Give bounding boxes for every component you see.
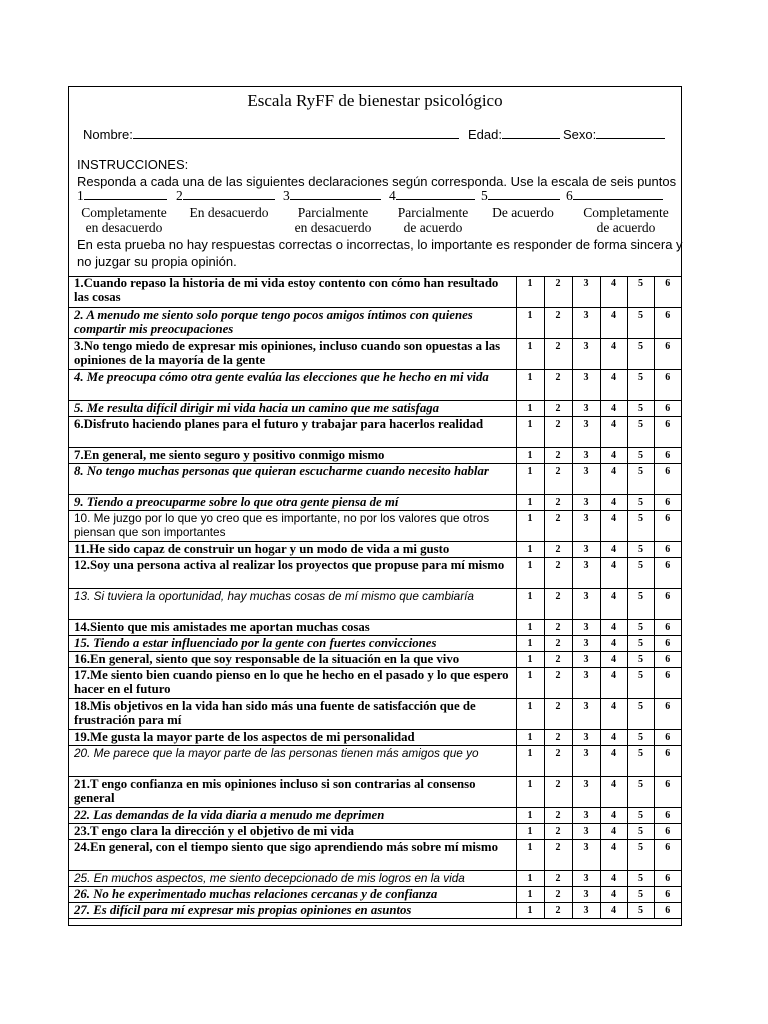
response-option-6[interactable]: 6 <box>654 463 681 494</box>
item-statement: 10. Me juzgo por lo que yo creo que es importante, no por los valores que otros piensan que son importantes <box>69 510 516 541</box>
response-option-4[interactable]: 4 <box>600 338 627 369</box>
scale-num-4: 4 <box>389 188 475 204</box>
response-option-6[interactable]: 6 <box>654 447 681 463</box>
instructions-note-line2: no juzgar su propia opinión. <box>77 254 237 269</box>
response-option-2[interactable]: 2 <box>544 369 572 400</box>
response-option-3[interactable]: 3 <box>572 416 600 447</box>
table-row <box>69 541 681 557</box>
response-option-6[interactable]: 6 <box>654 400 681 416</box>
response-option-4[interactable]: 4 <box>600 823 627 839</box>
response-option-6[interactable]: 6 <box>654 510 681 541</box>
age-label: Edad: <box>468 127 502 142</box>
response-option-4[interactable]: 4 <box>600 776 627 807</box>
table-row <box>69 400 681 416</box>
item-statement: 15. Tiendo a estar influenciado por la gente con fuertes convicciones <box>69 635 516 651</box>
response-option-6[interactable]: 6 <box>654 651 681 667</box>
response-option-4[interactable]: 4 <box>600 276 627 307</box>
response-option-2[interactable]: 2 <box>544 807 572 823</box>
scale-label-1: Completamente en desacuerdo <box>81 205 167 235</box>
response-option-1[interactable]: 1 <box>516 823 544 839</box>
response-option-4[interactable]: 4 <box>600 541 627 557</box>
response-option-3[interactable]: 3 <box>572 729 600 745</box>
response-option-4[interactable]: 4 <box>600 557 627 588</box>
response-option-2[interactable]: 2 <box>544 635 572 651</box>
response-option-3[interactable]: 3 <box>572 807 600 823</box>
table-row <box>69 588 681 619</box>
response-option-3[interactable]: 3 <box>572 886 600 902</box>
response-option-2[interactable]: 2 <box>544 307 572 338</box>
response-option-6[interactable]: 6 <box>654 807 681 823</box>
response-option-6[interactable]: 6 <box>654 839 681 870</box>
item-statement: 4. Me preocupa cómo otra gente evalúa las elecciones que he hecho en mi vida <box>69 369 516 400</box>
response-option-1[interactable]: 1 <box>516 807 544 823</box>
response-option-5[interactable]: 5 <box>627 494 654 510</box>
response-option-2[interactable]: 2 <box>544 416 572 447</box>
response-option-5[interactable]: 5 <box>627 463 654 494</box>
age-field[interactable] <box>468 127 560 142</box>
table-row <box>69 416 681 447</box>
response-option-3[interactable]: 3 <box>572 698 600 729</box>
response-option-3[interactable]: 3 <box>572 463 600 494</box>
response-option-2[interactable]: 2 <box>544 463 572 494</box>
scale-label-2: En desacuerdo <box>189 205 269 220</box>
response-option-1[interactable]: 1 <box>516 776 544 807</box>
item-statement: 16.En general, siento que soy responsable de la situación en la que vivo <box>69 651 516 667</box>
response-option-1[interactable]: 1 <box>516 651 544 667</box>
item-statement: 26. No he experimentado muchas relaciones cercanas y de confianza <box>69 886 516 902</box>
response-option-4[interactable]: 4 <box>600 307 627 338</box>
response-option-1[interactable]: 1 <box>516 870 544 886</box>
sex-field[interactable] <box>563 127 665 142</box>
response-option-2[interactable]: 2 <box>544 729 572 745</box>
response-option-1[interactable]: 1 <box>516 447 544 463</box>
response-option-5[interactable]: 5 <box>627 307 654 338</box>
response-option-1[interactable]: 1 <box>516 338 544 369</box>
response-option-5[interactable]: 5 <box>627 776 654 807</box>
response-option-1[interactable]: 1 <box>516 839 544 870</box>
table-row <box>69 494 681 510</box>
response-option-2[interactable]: 2 <box>544 870 572 886</box>
response-option-6[interactable]: 6 <box>654 494 681 510</box>
response-option-2[interactable]: 2 <box>544 338 572 369</box>
response-option-3[interactable]: 3 <box>572 338 600 369</box>
response-option-1[interactable]: 1 <box>516 667 544 698</box>
response-option-2[interactable]: 2 <box>544 541 572 557</box>
name-input-line[interactable] <box>133 127 459 139</box>
form-title: Escala RyFF de bienestar psicológico <box>247 91 503 110</box>
response-option-2[interactable]: 2 <box>544 886 572 902</box>
response-option-6[interactable]: 6 <box>654 338 681 369</box>
response-option-4[interactable]: 4 <box>600 510 627 541</box>
response-option-1[interactable]: 1 <box>516 494 544 510</box>
response-option-1[interactable]: 1 <box>516 276 544 307</box>
table-row <box>69 823 681 839</box>
item-statement: 2. A menudo me siento solo porque tengo pocos amigos íntimos con quienes compartir mis preocupaciones <box>69 307 516 338</box>
response-option-1[interactable]: 1 <box>516 400 544 416</box>
item-statement: 18.Mis objetivos en la vida han sido más una fuente de satisfacción que de frustración para mí <box>69 698 516 729</box>
response-option-5[interactable]: 5 <box>627 447 654 463</box>
response-option-6[interactable]: 6 <box>654 698 681 729</box>
item-statement: 14.Siento que mis amistades me aportan muchas cosas <box>69 619 516 635</box>
response-option-4[interactable]: 4 <box>600 698 627 729</box>
items-table <box>69 276 681 919</box>
response-option-5[interactable]: 5 <box>627 338 654 369</box>
item-statement: 21.T engo confianza en mis opiniones incluso si son contrarias al consenso general <box>69 776 516 807</box>
table-row <box>69 807 681 823</box>
table-row <box>69 839 681 870</box>
item-statement: 20. Me parece que la mayor parte de las personas tienen más amigos que yo <box>69 745 516 776</box>
response-option-5[interactable]: 5 <box>627 619 654 635</box>
response-option-4[interactable]: 4 <box>600 651 627 667</box>
response-option-4[interactable]: 4 <box>600 667 627 698</box>
response-option-4[interactable]: 4 <box>600 447 627 463</box>
sex-label: Sexo: <box>563 127 597 142</box>
response-option-2[interactable]: 2 <box>544 902 572 918</box>
table-row <box>69 463 681 494</box>
response-option-5[interactable]: 5 <box>627 745 654 776</box>
response-option-5[interactable]: 5 <box>627 729 654 745</box>
response-option-3[interactable]: 3 <box>572 902 600 918</box>
age-input-line[interactable] <box>502 127 560 139</box>
response-option-5[interactable]: 5 <box>627 588 654 619</box>
response-option-1[interactable]: 1 <box>516 635 544 651</box>
response-option-5[interactable]: 5 <box>627 276 654 307</box>
table-row <box>69 635 681 651</box>
response-option-2[interactable]: 2 <box>544 776 572 807</box>
response-option-2[interactable]: 2 <box>544 447 572 463</box>
table-row <box>69 619 681 635</box>
item-statement: 17.Me siento bien cuando pienso en lo que he hecho en el pasado y lo que espero hacer en el futuro <box>69 667 516 698</box>
item-statement: 1.Cuando repaso la historia de mi vida estoy contento con cómo han resultado las cosas <box>69 276 516 307</box>
response-option-3[interactable]: 3 <box>572 635 600 651</box>
response-option-3[interactable]: 3 <box>572 667 600 698</box>
response-option-6[interactable]: 6 <box>654 729 681 745</box>
table-row <box>69 510 681 541</box>
response-option-4[interactable]: 4 <box>600 839 627 870</box>
response-option-4[interactable]: 4 <box>600 729 627 745</box>
response-option-3[interactable]: 3 <box>572 494 600 510</box>
instructions-text: Responda a cada una de las siguientes declaraciones según corresponda. Use la escala de seis puntos <box>77 174 677 189</box>
item-statement: 25. En muchos aspectos, me siento decepcionado de mis logros en la vida <box>69 870 516 886</box>
response-option-5[interactable]: 5 <box>627 369 654 400</box>
response-option-1[interactable]: 1 <box>516 729 544 745</box>
item-statement: 8. No tengo muchas personas que quieran escucharme cuando necesito hablar <box>69 463 516 494</box>
response-option-2[interactable]: 2 <box>544 619 572 635</box>
response-option-6[interactable]: 6 <box>654 416 681 447</box>
scale-num-2: 2 <box>176 188 275 204</box>
response-option-6[interactable]: 6 <box>654 776 681 807</box>
response-option-4[interactable]: 4 <box>600 588 627 619</box>
response-option-3[interactable]: 3 <box>572 823 600 839</box>
item-statement: 19.Me gusta la mayor parte de los aspectos de mi personalidad <box>69 729 516 745</box>
instructions-heading: INSTRUCCIONES: <box>77 157 189 172</box>
scale-label-4: Parcialmente de acuerdo <box>397 205 469 235</box>
item-statement: 22. Las demandas de la vida diaria a menudo me deprimen <box>69 807 516 823</box>
response-option-2[interactable]: 2 <box>544 698 572 729</box>
response-option-6[interactable]: 6 <box>654 823 681 839</box>
response-option-5[interactable]: 5 <box>627 635 654 651</box>
response-option-3[interactable]: 3 <box>572 510 600 541</box>
response-option-5[interactable]: 5 <box>627 557 654 588</box>
response-option-5[interactable]: 5 <box>627 902 654 918</box>
response-option-6[interactable]: 6 <box>654 619 681 635</box>
response-option-2[interactable]: 2 <box>544 276 572 307</box>
response-option-6[interactable]: 6 <box>654 667 681 698</box>
response-option-1[interactable]: 1 <box>516 510 544 541</box>
response-option-1[interactable]: 1 <box>516 902 544 918</box>
response-option-6[interactable]: 6 <box>654 745 681 776</box>
response-option-6[interactable]: 6 <box>654 870 681 886</box>
response-option-3[interactable]: 3 <box>572 307 600 338</box>
response-option-4[interactable]: 4 <box>600 886 627 902</box>
response-option-3[interactable]: 3 <box>572 776 600 807</box>
response-option-1[interactable]: 1 <box>516 307 544 338</box>
item-statement: 3.No tengo miedo de expresar mis opiniones, incluso cuando son opuestas a las opiniones de la mayoría de la gente <box>69 338 516 369</box>
response-option-6[interactable]: 6 <box>654 307 681 338</box>
table-row <box>69 447 681 463</box>
response-option-4[interactable]: 4 <box>600 416 627 447</box>
scale-label-3: Parcialmente en desacuerdo <box>294 205 372 235</box>
item-statement: 7.En general, me siento seguro y positivo conmigo mismo <box>69 447 516 463</box>
response-option-3[interactable]: 3 <box>572 745 600 776</box>
table-row <box>69 338 681 369</box>
response-option-3[interactable]: 3 <box>572 651 600 667</box>
table-row <box>69 307 681 338</box>
response-option-5[interactable]: 5 <box>627 667 654 698</box>
response-option-2[interactable]: 2 <box>544 510 572 541</box>
item-statement: 24.En general, con el tiempo siento que sigo aprendiendo más sobre mí mismo <box>69 839 516 870</box>
questionnaire-sheet <box>68 86 682 926</box>
response-option-4[interactable]: 4 <box>600 494 627 510</box>
name-label: Nombre: <box>83 127 133 142</box>
table-row <box>69 729 681 745</box>
name-field[interactable] <box>83 127 459 142</box>
response-option-4[interactable]: 4 <box>600 400 627 416</box>
scale-num-6: 6 <box>566 188 663 204</box>
response-option-5[interactable]: 5 <box>627 416 654 447</box>
table-row <box>69 369 681 400</box>
table-row <box>69 276 681 307</box>
scale-label-6: Completamente de acuerdo <box>583 205 669 235</box>
response-option-6[interactable]: 6 <box>654 902 681 918</box>
table-row <box>69 870 681 886</box>
response-option-3[interactable]: 3 <box>572 588 600 619</box>
response-option-1[interactable]: 1 <box>516 557 544 588</box>
response-option-2[interactable]: 2 <box>544 400 572 416</box>
response-option-5[interactable]: 5 <box>627 400 654 416</box>
response-option-4[interactable]: 4 <box>600 463 627 494</box>
response-option-1[interactable]: 1 <box>516 698 544 729</box>
response-option-1[interactable]: 1 <box>516 416 544 447</box>
response-option-2[interactable]: 2 <box>544 588 572 619</box>
response-option-6[interactable]: 6 <box>654 635 681 651</box>
scale-num-1: 1 <box>77 188 167 204</box>
response-option-5[interactable]: 5 <box>627 807 654 823</box>
response-option-1[interactable]: 1 <box>516 541 544 557</box>
scale-num-5: 5 <box>481 188 560 204</box>
instructions-note-line1: En esta prueba no hay respuestas correctas o incorrectas, lo importante es responder de forma sincera y <box>77 237 683 252</box>
response-option-4[interactable]: 4 <box>600 807 627 823</box>
item-statement: 13. Si tuviera la oportunidad, hay muchas cosas de mí mismo que cambiaría <box>69 588 516 619</box>
response-option-3[interactable]: 3 <box>572 400 600 416</box>
response-option-1[interactable]: 1 <box>516 886 544 902</box>
response-option-2[interactable]: 2 <box>544 823 572 839</box>
table-row <box>69 776 681 807</box>
response-option-3[interactable]: 3 <box>572 276 600 307</box>
response-option-1[interactable]: 1 <box>516 619 544 635</box>
response-option-3[interactable]: 3 <box>572 839 600 870</box>
item-statement: 6.Disfruto haciendo planes para el futuro y trabajar para hacerlos realidad <box>69 416 516 447</box>
response-option-5[interactable]: 5 <box>627 823 654 839</box>
response-option-6[interactable]: 6 <box>654 886 681 902</box>
response-option-1[interactable]: 1 <box>516 745 544 776</box>
response-option-4[interactable]: 4 <box>600 745 627 776</box>
item-statement: 9. Tiendo a preocuparme sobre lo que otra gente piensa de mí <box>69 494 516 510</box>
response-option-5[interactable]: 5 <box>627 510 654 541</box>
response-option-4[interactable]: 4 <box>600 369 627 400</box>
response-option-4[interactable]: 4 <box>600 902 627 918</box>
response-option-4[interactable]: 4 <box>600 619 627 635</box>
response-option-2[interactable]: 2 <box>544 651 572 667</box>
response-option-3[interactable]: 3 <box>572 369 600 400</box>
form-header <box>69 87 681 277</box>
response-option-6[interactable]: 6 <box>654 369 681 400</box>
table-row <box>69 902 681 918</box>
response-option-5[interactable]: 5 <box>627 541 654 557</box>
response-option-6[interactable]: 6 <box>654 588 681 619</box>
response-option-3[interactable]: 3 <box>572 557 600 588</box>
response-option-5[interactable]: 5 <box>627 886 654 902</box>
item-statement: 5. Me resulta difícil dirigir mi vida hacia un camino que me satisfaga <box>69 400 516 416</box>
scale-label-5: De acuerdo <box>492 205 554 220</box>
scale-num-3: 3 <box>283 188 381 204</box>
response-option-5[interactable]: 5 <box>627 839 654 870</box>
response-option-3[interactable]: 3 <box>572 541 600 557</box>
response-option-4[interactable]: 4 <box>600 870 627 886</box>
item-statement: 11.He sido capaz de construir un hogar y un modo de vida a mi gusto <box>69 541 516 557</box>
response-option-5[interactable]: 5 <box>627 651 654 667</box>
response-option-2[interactable]: 2 <box>544 745 572 776</box>
response-option-6[interactable]: 6 <box>654 276 681 307</box>
response-option-5[interactable]: 5 <box>627 698 654 729</box>
item-statement: 23.T engo clara la dirección y el objetivo de mi vida <box>69 823 516 839</box>
response-option-1[interactable]: 1 <box>516 588 544 619</box>
response-option-2[interactable]: 2 <box>544 557 572 588</box>
response-option-3[interactable]: 3 <box>572 870 600 886</box>
item-statement: 27. Es difícil para mí expresar mis propias opiniones en asuntos <box>69 902 516 918</box>
response-option-6[interactable]: 6 <box>654 557 681 588</box>
response-option-3[interactable]: 3 <box>572 447 600 463</box>
response-option-3[interactable]: 3 <box>572 619 600 635</box>
response-option-6[interactable]: 6 <box>654 541 681 557</box>
table-row <box>69 886 681 902</box>
table-row <box>69 557 681 588</box>
response-option-1[interactable]: 1 <box>516 463 544 494</box>
sex-input-line[interactable] <box>596 127 665 139</box>
response-option-2[interactable]: 2 <box>544 667 572 698</box>
response-option-4[interactable]: 4 <box>600 635 627 651</box>
table-row <box>69 698 681 729</box>
response-option-1[interactable]: 1 <box>516 369 544 400</box>
table-row <box>69 667 681 698</box>
response-option-2[interactable]: 2 <box>544 839 572 870</box>
response-option-5[interactable]: 5 <box>627 870 654 886</box>
item-statement: 12.Soy una persona activa al realizar los proyectos que propuse para mí mismo <box>69 557 516 588</box>
response-option-2[interactable]: 2 <box>544 494 572 510</box>
table-row <box>69 651 681 667</box>
table-row <box>69 745 681 776</box>
